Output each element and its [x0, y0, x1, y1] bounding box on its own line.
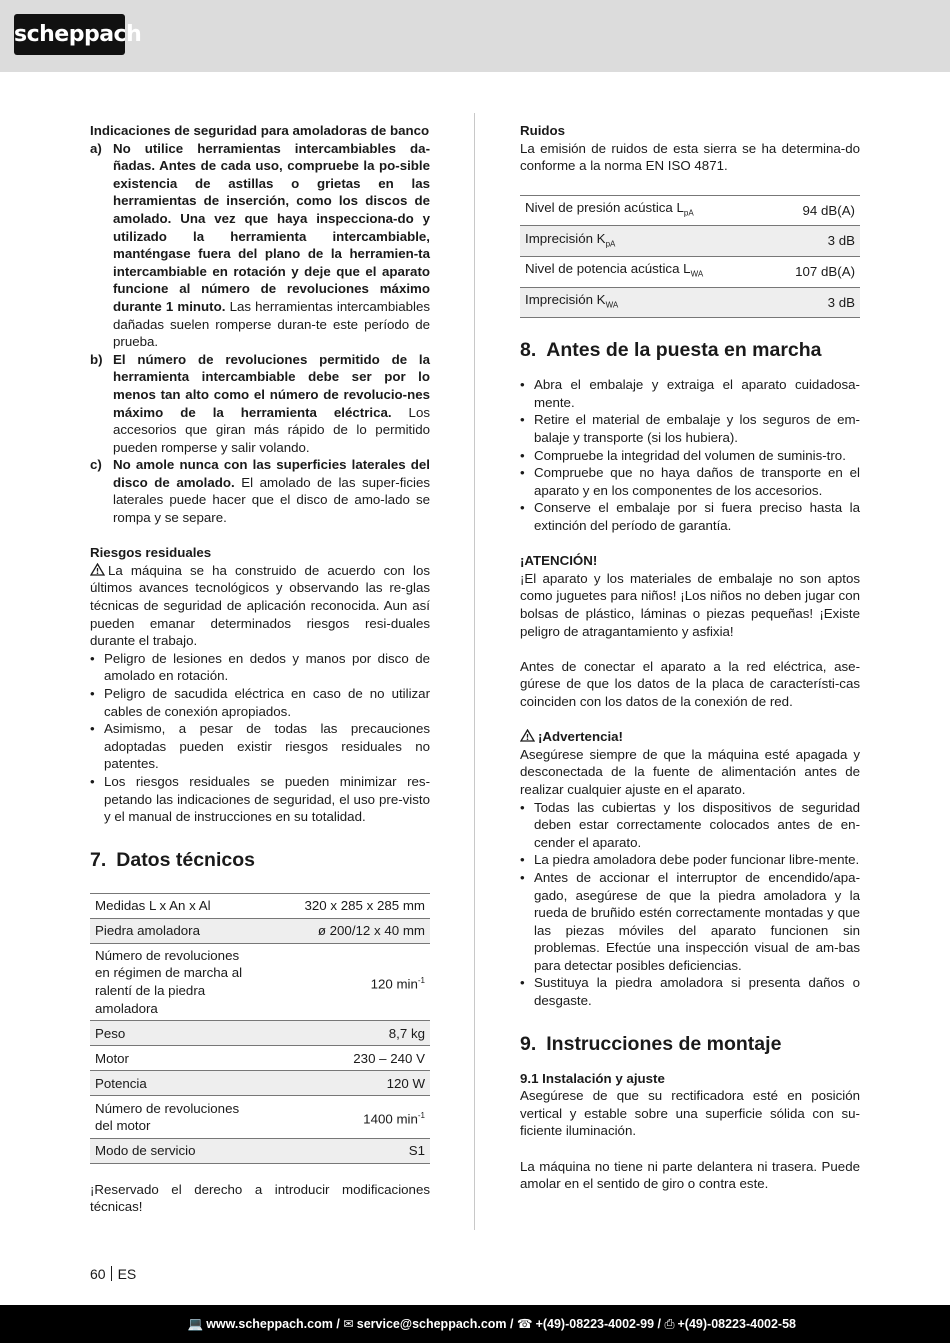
list-item: • Conserve el embalaje por si fuera preciso hasta la extinción del período de garantía.	[520, 499, 860, 534]
list-item: • Compruebe la integridad del volumen de suminis-tro.	[520, 447, 860, 465]
list-item: • Compruebe que no haya daños de transporte en el aparato y en los componentes de los accesorios.	[520, 464, 860, 499]
phone-number: +(49)-08223-4002-99 /	[535, 1317, 661, 1331]
list-item: • Los riesgos residuales se pueden minimizar res-petando las indicaciones de seguridad, el uso pre-visto y el manual de instrucciones en su totalidad.	[90, 773, 430, 826]
connect-text: Antes de conectar el aparato a la red eléctrica, ase-gúrese de que los datos de la placa de característi-cas coinciden con los datos de la conexión de red.	[520, 658, 860, 709]
scheppach-logo: scheppach	[14, 14, 125, 55]
right-column	[520, 122, 860, 1193]
fax-icon: ⎙	[664, 1317, 675, 1331]
column-divider	[474, 113, 475, 1230]
table-row: Potencia 120 W	[90, 1071, 430, 1096]
footer-contact	[188, 1315, 796, 1333]
website-link[interactable]: www.scheppach.com /	[206, 1317, 340, 1331]
safety-item: a) No utilice herramientas intercambiables da-ñadas. Antes de cada uso, compruebe la po-sible existencia de astillas o grietas en las herramientas de inserción, como los discos de amolado. Una vez que haya inspecciona-do y utilizado la herramienta intercambiable, manténgase fuera del plano de la herramien-ta intercambiable en rotación y deje que el aparato funcione al número de revoluciones máximo durante 1 minuto. Las herramientas intercambiables dañadas suelen romperse duran-te este período de prueba.	[90, 140, 430, 350]
residual-heading: Riesgos residuales	[90, 545, 212, 561]
section-8-list	[520, 376, 860, 534]
safety-heading: Indicaciones de seguridad para amoladoras de banco	[90, 123, 430, 138]
safety-list	[90, 140, 430, 527]
laptop-icon: 💻	[187, 1317, 204, 1331]
list-item: • Sustituya la piedra amoladora si presenta daños o desgaste.	[520, 974, 860, 1009]
subsection-9-1-text-2: La máquina no tiene ni parte delantera ni trasera. Puede amolar en el sentido de giro o contra este.	[520, 1158, 860, 1192]
subsection-9-1-text: Asegúrese de que su rectificadora esté en posición vertical y estable sobre una superficie sólida con su-ficiente iluminación.	[520, 1088, 860, 1139]
table-row: Número de revoluciones en régimen de marcha al ralentí de la piedra amoladora 120 $\min^{-1}$	[90, 943, 430, 1021]
warning-text: Asegúrese siempre de que la máquina esté apagada y desconectada de la fuente de alimentación antes de realizar cualquier ajuste en el aparato.	[520, 746, 860, 797]
table-row: Medidas L x An x Al 320 x 285 x 285 mm	[90, 893, 430, 918]
left-column	[90, 122, 430, 1216]
email-link[interactable]: service@scheppach.com /	[356, 1317, 514, 1331]
warning-triangle-icon	[90, 563, 105, 576]
section-8-heading: 8. Antes de la puesta en marcha	[520, 339, 822, 362]
table-row: Nivel de potencia acústica $L_{WA}$ 107 dB(A)	[520, 257, 860, 288]
attention-heading: ¡ATENCIÓN!	[520, 553, 598, 569]
table-row: Piedra amoladora ø 200/12 x 40 mm	[90, 918, 430, 943]
attention-text: ¡El aparato y los materiales de embalaje no son aptos como juguetes para niños! ¡Los niños no deben jugar con bolsas de plástico, láminas o piezas pequeñas! ¡Existe peligro de atragantamiento y asfixia!	[520, 570, 860, 639]
noise-table	[520, 195, 860, 319]
table-row: Peso 8,7 kg	[90, 1021, 430, 1046]
list-item: • La piedra amoladora debe poder funcionar libre-mente.	[520, 851, 860, 869]
list-item: • Abra el embalaje y extraiga el aparato cuidadosa-mente.	[520, 376, 860, 411]
header-bar	[0, 0, 950, 72]
phone-icon: ☎	[516, 1317, 533, 1331]
reserved-note: ¡Reservado el derecho a introducir modificaciones técnicas!	[90, 1181, 430, 1215]
residual-list	[90, 650, 430, 826]
warning-heading: ¡Advertencia!	[520, 728, 860, 746]
tech-data-table	[90, 893, 430, 1164]
table-row: Número de revoluciones del motor 1400 $\min^{-1}$	[90, 1096, 430, 1139]
table-row: Imprecisión $K_{WA}$ 3 dB	[520, 287, 860, 318]
envelope-icon: ✉	[343, 1317, 354, 1331]
warning-triangle-icon	[520, 729, 535, 742]
table-row: Nivel de presión acústica $L_{pA}$ 94 dB(A)	[520, 195, 860, 226]
list-item: • Peligro de sacudida eléctrica en caso de no utilizar cables de conexión apropiados.	[90, 685, 430, 720]
list-item: • Asimismo, a pesar de todas las precauciones adoptadas pueden existir riesgos residuales no patentes.	[90, 720, 430, 773]
section-9-heading: 9. Instrucciones de montaje	[520, 1032, 782, 1055]
subsection-9-1-heading: 9.1 Instalación y ajuste	[520, 1070, 665, 1086]
page-number: 60 ES	[90, 1266, 137, 1282]
warning-list	[520, 799, 860, 1010]
noise-heading: Ruidos	[520, 123, 566, 138]
section-7-heading: 7. Datos técnicos	[90, 848, 255, 871]
list-item: • Retire el material de embalaje y los seguros de em-balaje y transporte (si los hubiera).	[520, 411, 860, 446]
footer-bar	[0, 1305, 950, 1343]
table-row: Motor 230 – 240 V	[90, 1046, 430, 1071]
safety-item: b) El número de revoluciones permitido de la herramienta intercambiable debe ser por lo menos tan alto como el número de revolucio-nes máximo de la herramienta eléctrica. Los accesorios que giran más rápido de lo permitido pueden romperse y salir volando.	[90, 351, 430, 455]
list-item: • Antes de accionar el interruptor de encendido/apa-gado, asegúrese de que la piedra amoladora y la rueda de bruñido estén correctamente montadas y que las piezas móviles del aparato funcionen sin problemas. Efectúe una inspección visual de am-bas para detectar posibles deficiencias.	[520, 869, 860, 975]
safety-item: c) No amole nunca con las superficies laterales del disco de amolado. El amolado de las super-ficies laterales puede hacer que el disco de amo-lado se rompa y se separe.	[90, 457, 430, 526]
noise-text: La emisión de ruidos de esta sierra se ha determina-do conforme a la norma EN ISO 4871.	[520, 140, 860, 174]
list-item: • Peligro de lesiones en dedos y manos por disco de amolado en rotación.	[90, 650, 430, 685]
table-row: Modo de servicio S1	[90, 1138, 430, 1163]
fax-number: +(49)-08223-4002-58	[677, 1317, 796, 1331]
table-row: Imprecisión $K_{pA}$ 3 dB	[520, 226, 860, 257]
list-item: • Todas las cubiertas y los dispositivos de seguridad deben estar correctamente colocados antes de en-cender el aparato.	[520, 799, 860, 852]
residual-intro: La máquina se ha construido de acuerdo con los últimos avances tecnológicos y observando las re-glas técnicas de seguridad de aplicación reconocida. Aun así pueden emanar determinados riesgos resi-duales durante el trabajo.	[90, 562, 430, 649]
